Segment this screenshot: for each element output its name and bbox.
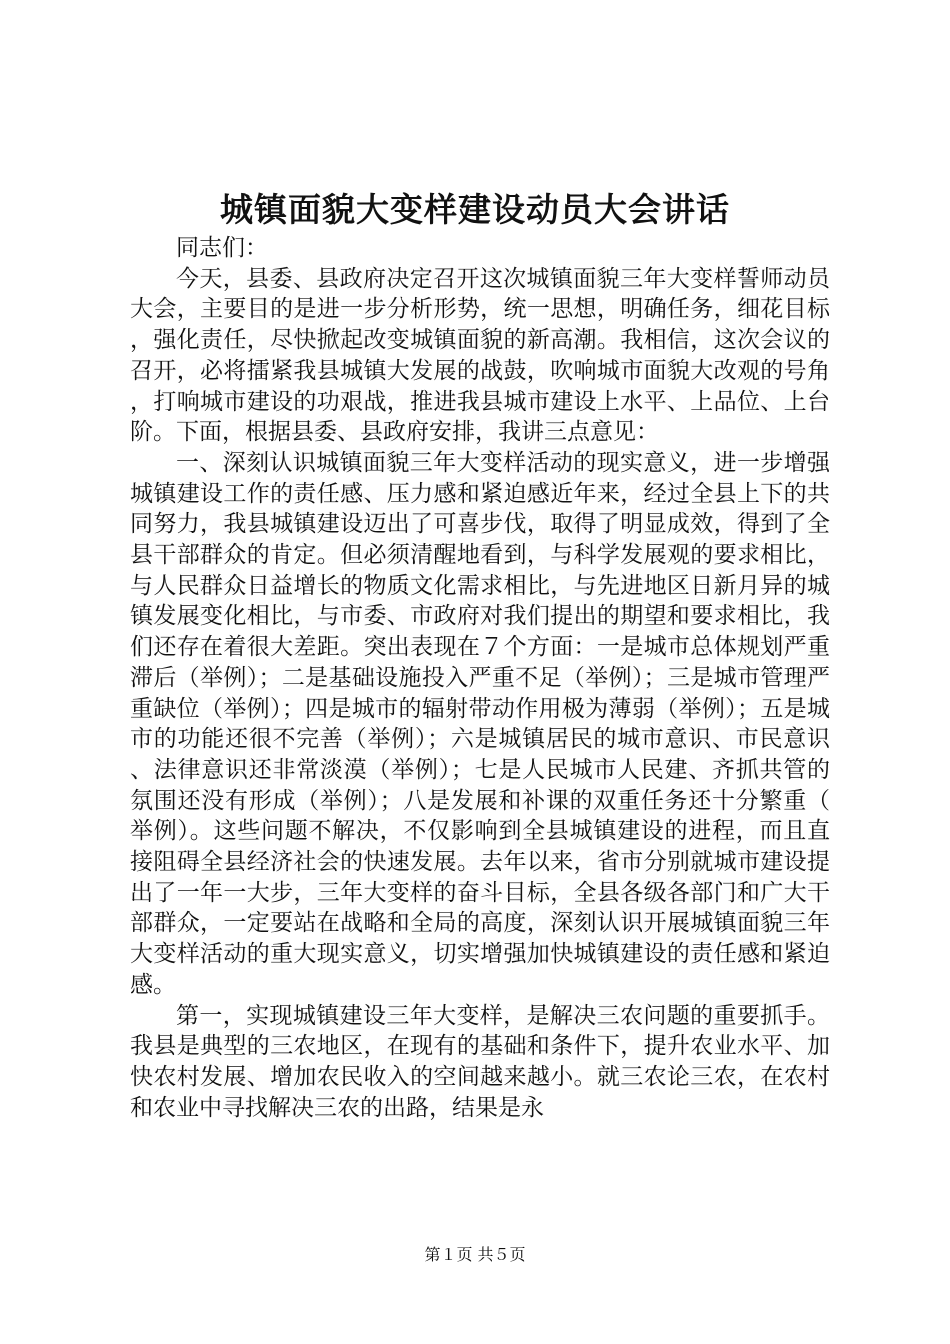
point-one-paragraph: 第一，实现城镇建设三年大变样，是解决三农问题的重要抓手。我县是典型的三农地区，在现有的基础和条件下，提升农业水平、加快农村发展、增加农民收入的空间越来越小。就三农论三农，在农村和农业中寻找解决三农的出路，结果是永 [130,1002,830,1121]
document-body [130,233,830,1123]
intro-paragraph: 今天，县委、县政府决定召开这次城镇面貌三年大变样誓师动员大会，主要目的是进一步分析形势，统一思想，明确任务，细花目标，强化责任，尽快掀起改变城镇面貌的新高潮。我相信，这次会议的召开，必将擂紧我县城镇大发展的战鼓，吹响城市面貌大改观的号角，打响城市建设的功艰战，推进我县城市建设上水平、上品位、上台阶。下面，根据县委、县政府安排，我讲三点意见： [130,265,830,446]
document-title: 城镇面貌大变样建设动员大会讲话 [220,190,730,229]
page-number-footer: 第１页 共５页 [424,1245,526,1264]
salutation-paragraph: 同志们： [176,235,268,261]
section-one-paragraph: 一、深刻认识城镇面貌三年大变样活动的现实意义，进一步增强城镇建设工作的责任感、压力感和紧迫感近年来，经过全县上下的共同努力，我县城镇建设迈出了可喜步伐，取得了明显成效，得到了全县干部群众的肯定。但必须清醒地看到，与科学发展观的要求相比，与人民群众日益增长的物质文化需求相比，与先进地区日新月异的城镇发展变化相比，与市委、市政府对我们提出的期望和要求相比，我们还存在着很大差距。突出表现在７个方面：一是城市总体规划严重滞后（举例）；二是基础设施投入严重不足（举例）；三是城市管理严重缺位（举例）；四是城市的辐射带动作用极为薄弱（举例）；五是城市的功能还很不完善（举例）；六是城镇居民的城市意识、市民意识、法律意识还非常淡漠（举例）；七是人民城市人民建、齐抓共管的氛围还没有形成（举例）；八是发展和补课的双重任务还十分繁重（举例）。这些问题不解决，不仅影响到全县城镇建设的进程，而且直接阻碍全县经济社会的快速发展。去年以来，省市分别就城市建设提出了一年一大步，三年大变样的奋斗目标，全县各级各部门和广大干部群众，一定要站在战略和全局的高度，深刻认识开展城镇面貌三年大变样活动的重大现实意义，切实增强加快城镇建设的责任感和紧迫感。 [130,449,830,998]
